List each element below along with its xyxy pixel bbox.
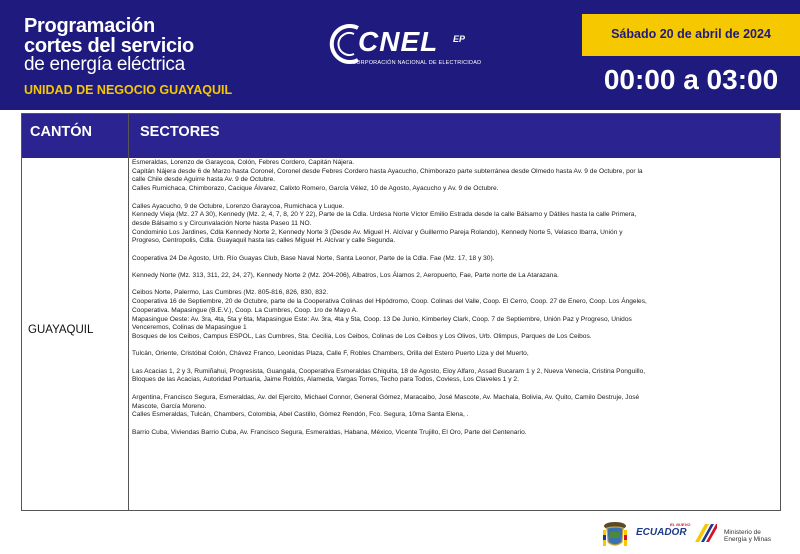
sector-line: Calles Rumichaca, Chimborazo, Cacique Álvarez, Calixto Romero, García Vélez, 10 de Agosto, Ayacucho y Av. 9 de Octubre.: [132, 185, 499, 193]
schedule-date: Sábado 20 de abril de 2024: [611, 27, 771, 41]
sector-line: Esmeraldas, Lorenzo de Garaycoa, Colón, Febres Cordero, Capitán Nájera.: [132, 159, 355, 166]
logo-suffix: EP: [453, 34, 466, 44]
sector-line: Kennedy Vieja (Mz. 27 A 30), Kennedy (Mz. 2, 4, 7, 8, 20 Y 22), Parte de la Cdla. Urdesa Norte Víctor Emilio Estrada desde la calle Bálsamo y Dátiles hasta la calle Primera,: [132, 211, 637, 219]
logo-subtitle: CORPORACIÓN NACIONAL DE ELECTRICIDAD: [352, 60, 482, 66]
sector-line: Progreso, Centropolis, Cdla. Guayaquil hasta las calles Miguel H. Alcívar y calle Segunda.: [132, 237, 396, 245]
sector-line: Las Acacias 1, 2 y 3, Rumiñahui, Progresista, Guangala, Cooperativa Esmeraldas Chiquita, 18 de Agosto, Eloy Alfaro, Assad Bucaram 1 y 2, Nueva Venecia, Cristina Ponguillo,: [132, 367, 646, 375]
sector-line: Cooperativa 16 de Septiembre, 20 de Octubre, parte de la Cooperativa Colinas del Hipódromo, Coop. Colinas del Valle, Coop. El Cerro, Coop. 27 de Enero, Coop. Los Ángeles,: [132, 298, 647, 306]
sector-line: Mascote, García Moreno.: [132, 402, 207, 410]
sector-line: Bosques de los Ceibos, Campus ESPOL, Las Cumbres, Sta. Cecilia, Los Ceibos, Colinas de Los Ceibos y Los Olivos, Urb. Olimpus, Parques de Los Ceibos.: [132, 333, 592, 340]
ecuador-tagline: EL NUEVO: [670, 522, 691, 527]
sectors-cell: [132, 159, 780, 437]
sector-line: Kennedy Norte (Mz. 313, 311, 22, 24, 27), Kennedy Norte 2 (Mz. 204-206), Albatros, Los Álamos 2, Aeropuerto, Fae, Parte norte de La Atarazana.: [132, 272, 559, 280]
sector-line: Calles Ayacucho, 9 de Octubre, Lorenzo Garaycoa, Rumichaca y Luque.: [132, 202, 345, 210]
sector-line: Argentina, Francisco Segura, Esmeraldas, Av. del Ejercito, Michael Connor, General Gómez, Maracaibo, José Mascote, Av. Machala, Bolivia, Av. Quito, Camilo Destruje, José: [132, 393, 640, 401]
business-unit-label: UNIDAD DE NEGOCIO GUAYAQUIL: [24, 83, 233, 97]
outage-table: [21, 113, 781, 511]
sector-line: Condominio Los Jardines, Cdla Kennedy Norte 2, Kennedy Norte 3 (Desde Av. Miguel H. Alcívar y Guillermo Pareja Rolando), Kennedy Norte 5, Velasco Ibarra, Unión y: [132, 228, 623, 236]
column-header-canton: CANTÓN: [30, 124, 93, 140]
ministry-line-1: Ministerio de: [724, 529, 761, 536]
canton-cell: GUAYAQUIL: [28, 324, 94, 336]
table-header: [22, 114, 780, 158]
flag-stripes-icon: [691, 524, 717, 542]
sector-line: Barrio Cuba, Viviendas Barrio Cuba, Av. Francisco Segura, Esmeraldas, Habana, México, Vicente Trujillo, El Oro, Parte del Centenario.: [132, 428, 527, 436]
title-line-1: Programación: [24, 15, 155, 37]
column-header-sectores: SECTORES: [140, 124, 220, 140]
date-banner: [582, 14, 800, 56]
coat-of-arms-icon: [600, 518, 630, 552]
cnel-logo: [328, 22, 498, 72]
sector-line: Mapasingue Oeste: Av. 3ra, 4ta, 5ta y 6ta, Mapasingue Este: Av. 3ra, 4ta y 5ta, Coop. 13 De Junio, Kimberley Clark, Coop. 7 de Septiembre, Unión Paz y Progreso, Unidos: [132, 315, 632, 323]
title-line-3: de energía eléctrica: [24, 54, 185, 75]
sector-line: Cooperativa. Mapasingue (B.E.V.), Coop. La Cumbres, Coop. 1ro de Mayo A.: [132, 306, 358, 314]
sector-line: Venceremos, Colinas de Mapasingue 1: [132, 324, 247, 332]
sector-line: desde Bálsamo s y Circunvalación Norte hasta Paseo 11 NO.: [132, 219, 312, 227]
sector-line: Tulcán, Oriente, Cristóbal Colón, Chávez Franco, Leonidas Plaza, Calle F, Robles Chambers, Orilla del Estero Puerto Liza y del Muerto,: [132, 350, 529, 358]
title-line-2: cortes del servicio: [24, 35, 194, 57]
sector-line: Bloques de las Acacias, Autoridad Portuaria, Jaime Roldós, Alameda, Vargas Torres, Techo para Todos, Coviess, Los Claveles 1 y 2.: [132, 376, 519, 384]
sector-line: Ceibos Norte, Palermo, Las Cumbres (Mz. 805-816, 826, 830, 832.: [132, 289, 329, 297]
time-range: 00:00 a 03:00: [603, 64, 779, 95]
ministry-line-2: Energía y Minas: [724, 536, 771, 543]
column-divider: [128, 114, 129, 510]
sector-line: Calles Esmeraldas, Tulcán, Chambers, Colombia, Abel Castillo, Gómez Rendón, Fco. Segura, 10ma Santa Elena, .: [132, 411, 469, 419]
sector-line: Capitán Nájera desde 6 de Marzo hasta Coronel, Coronel desde Febres Cordero hasta Ayacucho, Chimborazo parte subterránea desde Olmedo hasta Av. 9 de Octubre, por la: [132, 167, 643, 175]
footer-logos: [600, 516, 800, 554]
header-banner: [0, 0, 800, 110]
sector-line: calle Chile desde Aguirre hasta Av. 9 de Octubre.: [132, 176, 276, 184]
sector-line: Cooperativa 24 De Agosto, Urb. Río Guayas Club, Base Naval Norte, Santa Leonor, Parte de la Cdla. Fae (Mz. 17, 18 y 30).: [132, 254, 495, 262]
logo-wordmark: CNEL: [358, 26, 439, 57]
ecuador-wordmark: ECUADOR: [636, 527, 687, 538]
